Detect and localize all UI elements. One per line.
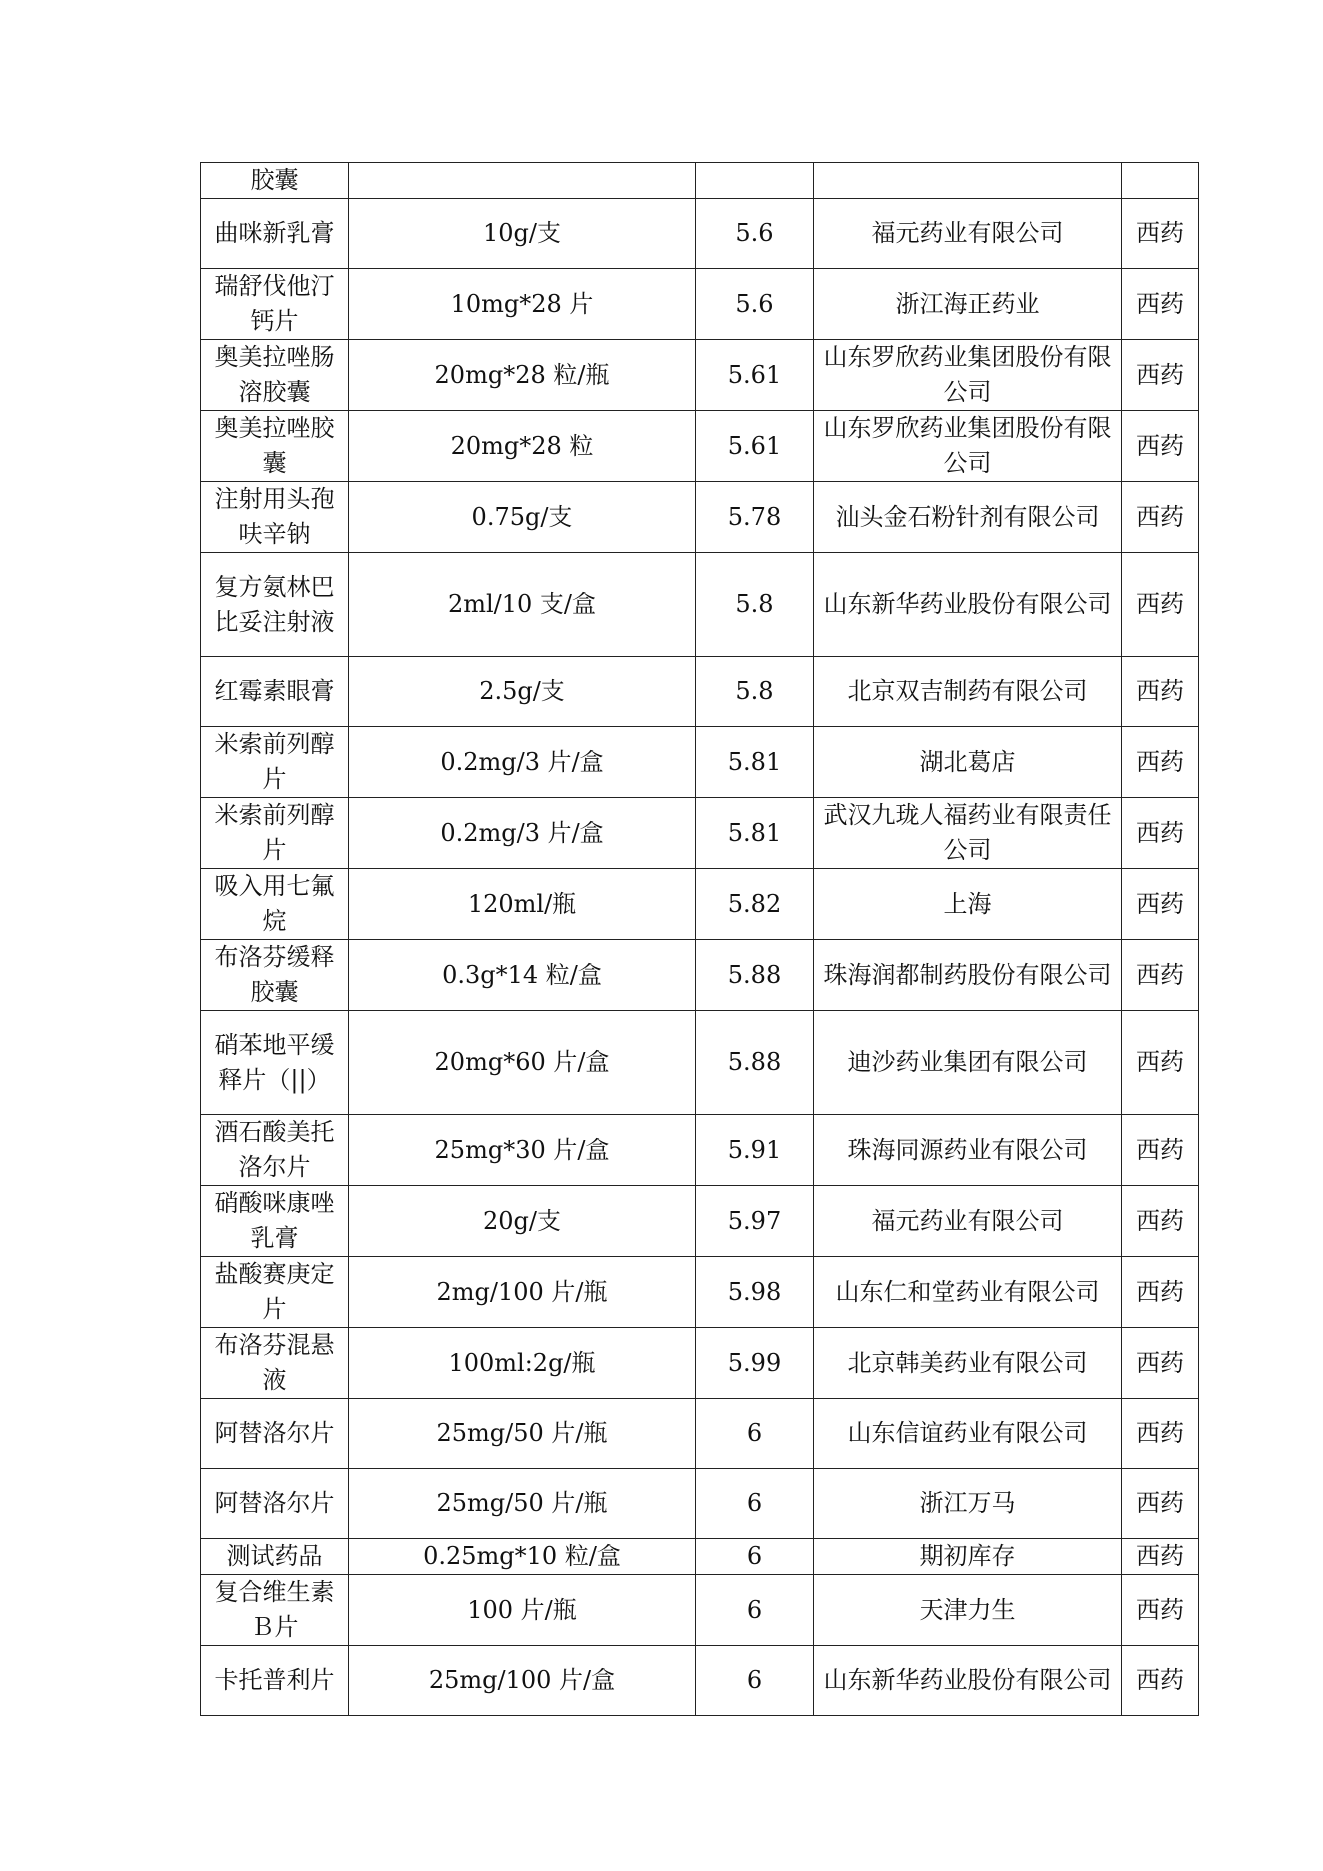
cell-maker: 汕头金石粉针剂有限公司 — [814, 482, 1122, 553]
table-row — [201, 1257, 1199, 1328]
cell-spec: 0.2mg/3 片/盒 — [349, 727, 696, 798]
cell-price: 5.81 — [696, 727, 814, 798]
cell-type: 西药 — [1122, 1115, 1199, 1186]
cell-spec: 100ml:2g/瓶 — [349, 1328, 696, 1399]
cell-name: 米索前列醇片 — [201, 727, 349, 798]
cell-maker: 山东仁和堂药业有限公司 — [814, 1257, 1122, 1328]
cell-spec: 10g/支 — [349, 199, 696, 269]
cell-name: 盐酸赛庚定片 — [201, 1257, 349, 1328]
cell-price: 6 — [696, 1399, 814, 1469]
table-row — [201, 340, 1199, 411]
cell-maker: 武汉九珑人福药业有限责任公司 — [814, 798, 1122, 869]
cell-spec: 0.3g*14 粒/盒 — [349, 940, 696, 1011]
table-row — [201, 163, 1199, 199]
cell-type: 西药 — [1122, 269, 1199, 340]
cell-maker: 山东罗欣药业集团股份有限公司 — [814, 411, 1122, 482]
cell-price: 5.88 — [696, 1011, 814, 1115]
cell-name: 卡托普利片 — [201, 1646, 349, 1716]
table-row — [201, 482, 1199, 553]
cell-type: 西药 — [1122, 798, 1199, 869]
table-row — [201, 199, 1199, 269]
cell-price: 5.82 — [696, 869, 814, 940]
cell-price: 5.8 — [696, 657, 814, 727]
cell-name: 阿替洛尔片 — [201, 1469, 349, 1539]
cell-type: 西药 — [1122, 1011, 1199, 1115]
cell-maker: 山东信谊药业有限公司 — [814, 1399, 1122, 1469]
table-row — [201, 1399, 1199, 1469]
table-row — [201, 1539, 1199, 1575]
cell-name: 瑞舒伐他汀钙片 — [201, 269, 349, 340]
cell-spec — [349, 163, 696, 199]
cell-maker: 迪沙药业集团有限公司 — [814, 1011, 1122, 1115]
cell-name: 红霉素眼膏 — [201, 657, 349, 727]
cell-price: 5.61 — [696, 411, 814, 482]
cell-maker: 天津力生 — [814, 1575, 1122, 1646]
cell-type: 西药 — [1122, 1186, 1199, 1257]
cell-type: 西药 — [1122, 411, 1199, 482]
table-row — [201, 1115, 1199, 1186]
cell-maker: 山东新华药业股份有限公司 — [814, 553, 1122, 657]
table-row — [201, 1646, 1199, 1716]
cell-type: 西药 — [1122, 1399, 1199, 1469]
cell-spec: 25mg*30 片/盒 — [349, 1115, 696, 1186]
table-row — [201, 1575, 1199, 1646]
cell-name: 米索前列醇片 — [201, 798, 349, 869]
cell-price: 5.78 — [696, 482, 814, 553]
cell-type: 西药 — [1122, 553, 1199, 657]
cell-name: 阿替洛尔片 — [201, 1399, 349, 1469]
cell-maker: 北京韩美药业有限公司 — [814, 1328, 1122, 1399]
cell-name: 布洛芬缓释胶囊 — [201, 940, 349, 1011]
cell-spec: 120ml/瓶 — [349, 869, 696, 940]
cell-price: 5.6 — [696, 269, 814, 340]
cell-name: 吸入用七氟烷 — [201, 869, 349, 940]
cell-type: 西药 — [1122, 727, 1199, 798]
table-row — [201, 940, 1199, 1011]
table-row — [201, 269, 1199, 340]
cell-name: 酒石酸美托洛尔片 — [201, 1115, 349, 1186]
table-body — [201, 163, 1199, 1716]
cell-type: 西药 — [1122, 869, 1199, 940]
cell-maker: 山东罗欣药业集团股份有限公司 — [814, 340, 1122, 411]
cell-maker: 北京双吉制药有限公司 — [814, 657, 1122, 727]
cell-name: 注射用头孢呋辛钠 — [201, 482, 349, 553]
cell-price: 5.61 — [696, 340, 814, 411]
table-row — [201, 657, 1199, 727]
cell-maker: 湖北葛店 — [814, 727, 1122, 798]
cell-price: 6 — [696, 1646, 814, 1716]
cell-maker: 福元药业有限公司 — [814, 199, 1122, 269]
cell-price — [696, 163, 814, 199]
cell-spec: 20mg*60 片/盒 — [349, 1011, 696, 1115]
cell-type: 西药 — [1122, 1646, 1199, 1716]
cell-price: 6 — [696, 1469, 814, 1539]
cell-type: 西药 — [1122, 340, 1199, 411]
cell-maker: 福元药业有限公司 — [814, 1186, 1122, 1257]
cell-spec: 100 片/瓶 — [349, 1575, 696, 1646]
cell-type — [1122, 163, 1199, 199]
cell-name: 硝苯地平缓释片（||） — [201, 1011, 349, 1115]
cell-type: 西药 — [1122, 657, 1199, 727]
cell-price: 5.98 — [696, 1257, 814, 1328]
cell-name: 布洛芬混悬液 — [201, 1328, 349, 1399]
cell-type: 西药 — [1122, 482, 1199, 553]
cell-name: 胶囊 — [201, 163, 349, 199]
cell-spec: 0.2mg/3 片/盒 — [349, 798, 696, 869]
cell-spec: 25mg/100 片/盒 — [349, 1646, 696, 1716]
table-row — [201, 411, 1199, 482]
table-row — [201, 553, 1199, 657]
cell-price: 6 — [696, 1539, 814, 1575]
table-row — [201, 1328, 1199, 1399]
cell-name: 曲咪新乳膏 — [201, 199, 349, 269]
cell-name: 复合维生素Ｂ片 — [201, 1575, 349, 1646]
cell-type: 西药 — [1122, 199, 1199, 269]
table-row — [201, 1186, 1199, 1257]
cell-type: 西药 — [1122, 940, 1199, 1011]
cell-maker: 珠海同源药业有限公司 — [814, 1115, 1122, 1186]
cell-spec: 20g/支 — [349, 1186, 696, 1257]
cell-name: 测试药品 — [201, 1539, 349, 1575]
table-row — [201, 869, 1199, 940]
cell-maker: 浙江海正药业 — [814, 269, 1122, 340]
cell-maker: 浙江万马 — [814, 1469, 1122, 1539]
drug-price-table — [200, 162, 1199, 1716]
table-row — [201, 798, 1199, 869]
table-row — [201, 1011, 1199, 1115]
cell-price: 5.88 — [696, 940, 814, 1011]
cell-name: 硝酸咪康唑乳膏 — [201, 1186, 349, 1257]
cell-type: 西药 — [1122, 1328, 1199, 1399]
table-row — [201, 727, 1199, 798]
cell-maker — [814, 163, 1122, 199]
cell-spec: 25mg/50 片/瓶 — [349, 1399, 696, 1469]
cell-spec: 10mg*28 片 — [349, 269, 696, 340]
cell-price: 5.99 — [696, 1328, 814, 1399]
cell-type: 西药 — [1122, 1257, 1199, 1328]
cell-maker: 上海 — [814, 869, 1122, 940]
cell-spec: 20mg*28 粒/瓶 — [349, 340, 696, 411]
cell-spec: 2ml/10 支/盒 — [349, 553, 696, 657]
cell-price: 5.97 — [696, 1186, 814, 1257]
cell-spec: 20mg*28 粒 — [349, 411, 696, 482]
cell-name: 奥美拉唑胶囊 — [201, 411, 349, 482]
cell-maker: 珠海润都制药股份有限公司 — [814, 940, 1122, 1011]
cell-type: 西药 — [1122, 1469, 1199, 1539]
cell-maker: 期初库存 — [814, 1539, 1122, 1575]
cell-name: 奥美拉唑肠溶胶囊 — [201, 340, 349, 411]
cell-type: 西药 — [1122, 1539, 1199, 1575]
cell-type: 西药 — [1122, 1575, 1199, 1646]
cell-spec: 2.5g/支 — [349, 657, 696, 727]
cell-price: 5.91 — [696, 1115, 814, 1186]
cell-spec: 25mg/50 片/瓶 — [349, 1469, 696, 1539]
cell-name: 复方氨林巴比妥注射液 — [201, 553, 349, 657]
cell-price: 5.8 — [696, 553, 814, 657]
table-row — [201, 1469, 1199, 1539]
cell-price: 5.81 — [696, 798, 814, 869]
cell-price: 6 — [696, 1575, 814, 1646]
cell-spec: 0.75g/支 — [349, 482, 696, 553]
cell-maker: 山东新华药业股份有限公司 — [814, 1646, 1122, 1716]
cell-price: 5.6 — [696, 199, 814, 269]
cell-spec: 0.25mg*10 粒/盒 — [349, 1539, 696, 1575]
cell-spec: 2mg/100 片/瓶 — [349, 1257, 696, 1328]
